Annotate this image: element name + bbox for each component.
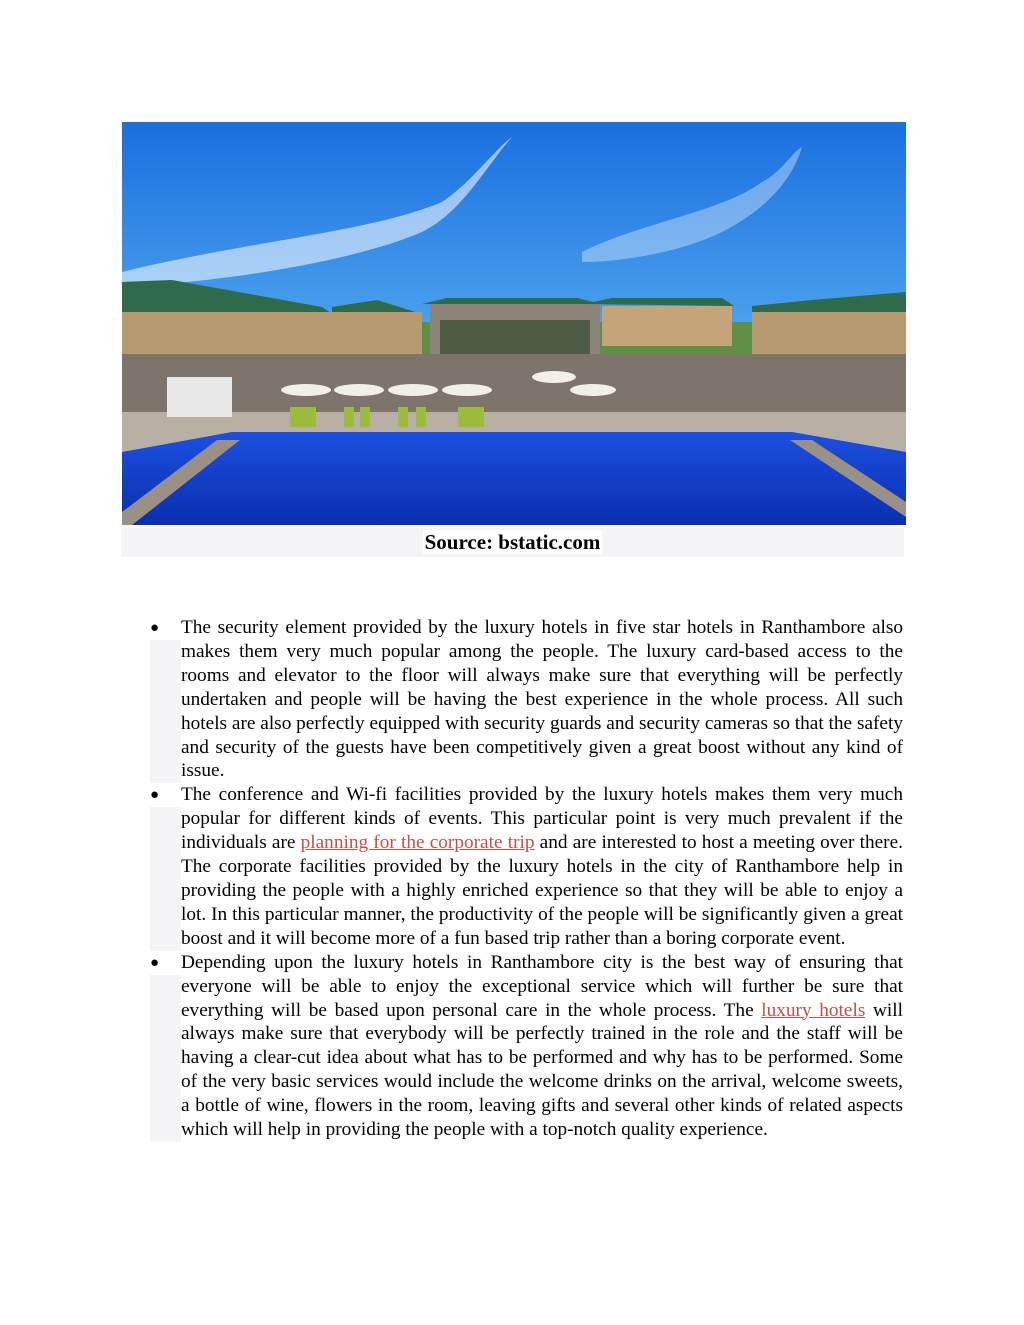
text-segment: will always make sure that everybody will be perfectly trained in the role and the staff will be having a clear-cut idea about what has to be performed and why has to be performed. Some of the very basic services would include the welcome drinks on the arrival, welcome sweets, a bottle of wine, flowers in the room, leaving gifts and several other kinds of related aspects which will help in providing the people with a top-notch quality experience. <box>181 999 903 1141</box>
retaining-wall <box>122 354 906 419</box>
pool <box>122 432 906 525</box>
list-item-text <box>181 951 903 1142</box>
bullet-icon: ● <box>150 620 160 636</box>
roof <box>422 298 602 304</box>
text-segment: and are interested to host a meeting over there. The corporate facilities provided by the luxury hotels in the city of Ranthambore help in providing the people with a highly enriched experience so that they will be able to enjoy a lot. In this particular manner, the productivity of the people will be significantly given a great boost and it will become more of a fun based trip rather than a boring corporate event. <box>181 832 903 949</box>
image-source-caption <box>121 528 904 557</box>
building <box>602 306 732 346</box>
bullet-list <box>150 616 903 1142</box>
sky <box>122 122 906 322</box>
text-segment: The conference and Wi-fi facilities provided by the luxury hotels makes them very much popular for different kinds of events. This particular point is very much prevalent if the individuals are <box>181 784 903 854</box>
caption-text: Source: bstatic.com <box>424 530 601 554</box>
luxury-hotels-link[interactable]: luxury hotels <box>761 999 866 1021</box>
gazebo <box>167 377 232 417</box>
list-item <box>150 951 903 1142</box>
list-item-text: The security element provided by the luxury hotels in five star hotels in Ranthambore also makes them very much popular among the people. The luxury card-based access to the rooms and elevator to the floor will always make sure that everything will be perfectly undertaken and people will be having the best experience in the whole process. All such hotels are also perfectly equipped with security guards and security cameras so that the safety and security of the guests have been competitively given a great boost without any kind of issue. <box>181 617 903 782</box>
text-segment: Depending upon the luxury hotels in Ranthambore city is the best way of ensuring that everyone will be able to enjoy the exceptional service which will further be sure that everything will be based upon personal care in the whole process. The <box>181 951 903 1021</box>
building <box>752 312 906 357</box>
bullet-icon: ● <box>150 954 160 971</box>
list-item <box>150 783 903 950</box>
list-item <box>150 616 903 783</box>
bullet-icon: ● <box>150 787 160 804</box>
caption-bar <box>121 528 904 557</box>
hotel-pool-photo <box>122 122 906 525</box>
corporate-trip-link[interactable]: planning for the corporate trip <box>300 832 535 854</box>
photo-illustration <box>122 122 906 525</box>
list-item-text <box>181 783 903 950</box>
